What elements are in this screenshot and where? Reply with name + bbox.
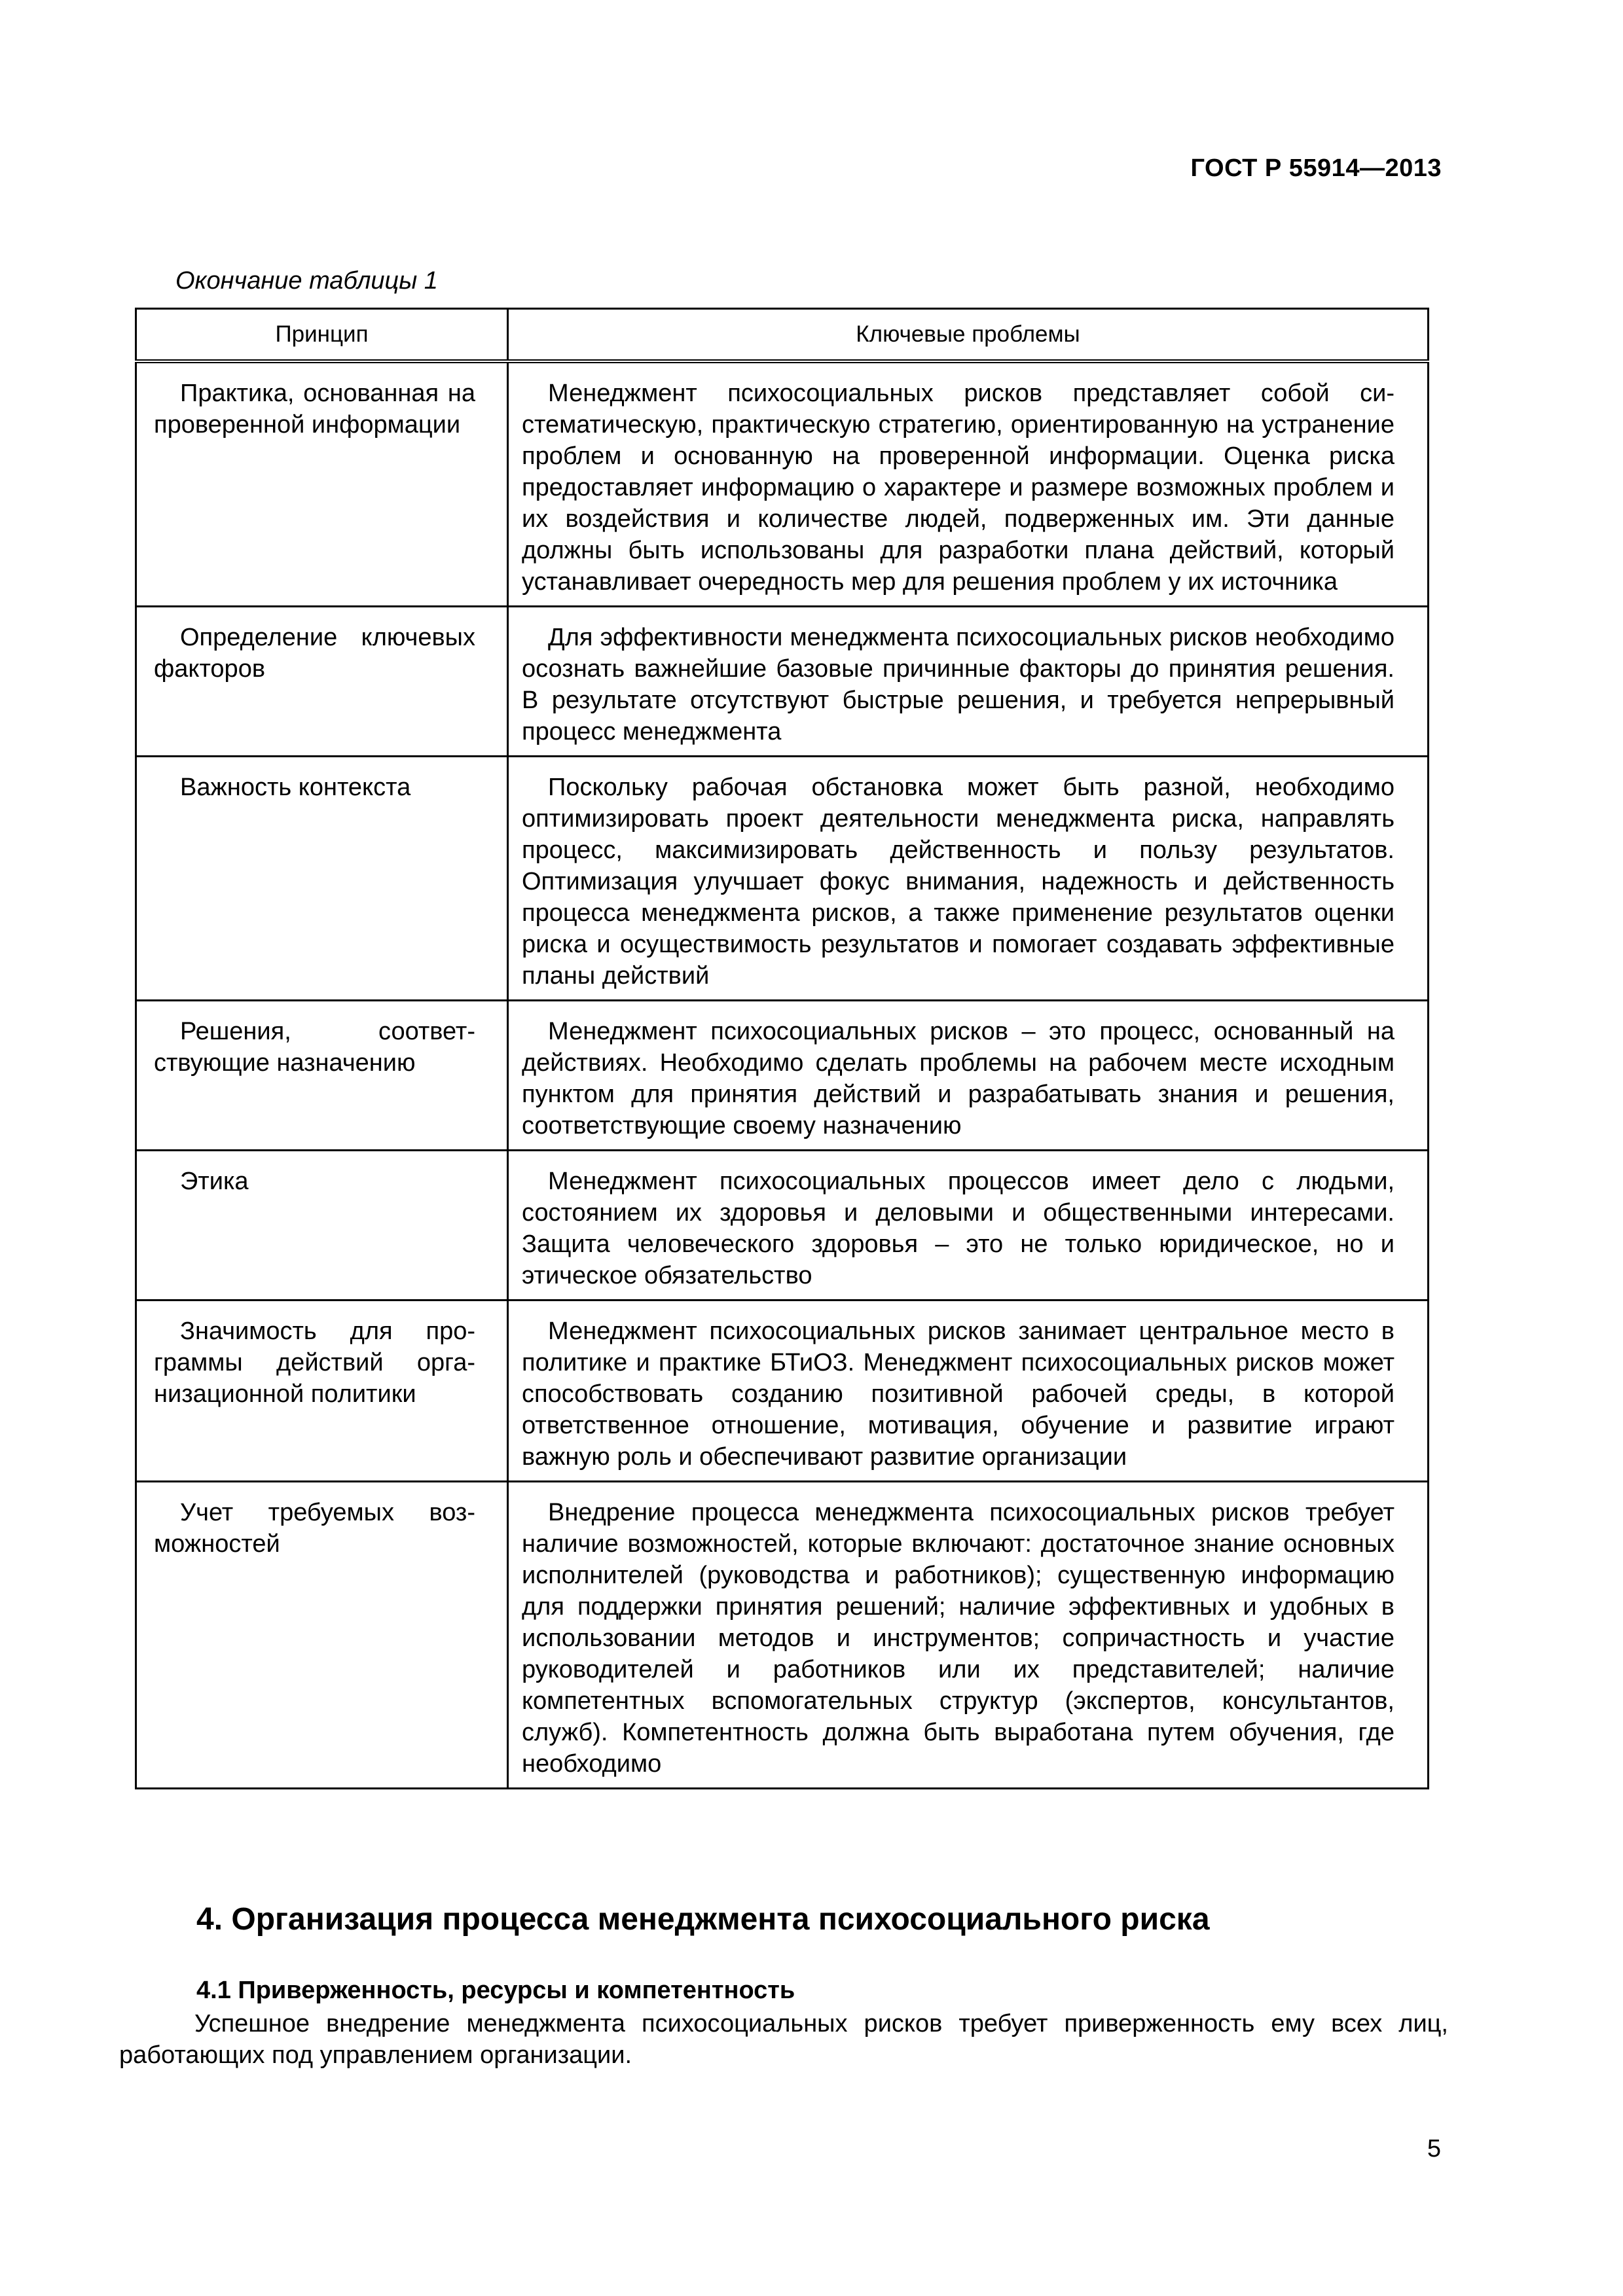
principle-cell: Этика xyxy=(136,1151,508,1300)
column-header-key-issues: Ключевые проблемы xyxy=(508,309,1429,362)
page-number: 5 xyxy=(1427,2135,1441,2162)
table-row xyxy=(136,607,1429,757)
principle-cell: Решения, соответствующие назначению xyxy=(136,1001,508,1151)
issues-cell: Менеджмент психосоциальных рисков представляет собой систематическую, практическую стратегию, ориентированную на устранение проблем и основанную на проверенной информации. Оценка риска предоставляет информацию о характере и размере возможных проблем и их воздействия и количестве людей, подверженных им. Эти данные должны быть использованы для разработки плана действий, который устанавливает очередность мер для решения проблем у их источника xyxy=(508,361,1429,607)
issues-cell: Менеджмент психосоциальных процессов имеет дело с людьми, состоянием их здоровья и деловыми и общественными интересами. Защита человеческого здоровья – это не только юридическое, но и этическое обязательство xyxy=(508,1151,1429,1300)
document-designation: ГОСТ Р 55914—2013 xyxy=(1190,154,1442,182)
section-heading: 4. Организация процесса менеджмента психосоциального риска xyxy=(196,1902,1210,1937)
issues-cell: Менеджмент психосоциальных рисков – это процесс, основанный на действиях. Необходимо сделать проблемы на рабочем месте исходным пунктом для принятия действий и разрабатывать знания и решения, соответствующие своему назначению xyxy=(508,1001,1429,1151)
principle-cell: Определение ключевых факторов xyxy=(136,607,508,757)
principles-table xyxy=(135,308,1429,1789)
principle-cell: Учет требуемых возможностей xyxy=(136,1482,508,1789)
body-paragraph: Успешное внедрение менеджмента психосоциальных рисков требует приверженность ему всех лиц, работающих под управлением организации. xyxy=(119,2010,1448,2069)
principle-cell: Важность контекста xyxy=(136,757,508,1001)
issues-cell: Для эффективности менеджмента психосоциальных рисков необходимо осознать важнейшие базовые причинные факторы до принятия решения. В результате отсутствуют быстрые решения, и требуется непрерывный процесс менеджмента xyxy=(508,607,1429,757)
table-row xyxy=(136,1001,1429,1151)
table-header-row xyxy=(136,309,1429,362)
issues-cell: Внедрение процесса менеджмента психосоциальных рисков требует наличие возможностей, которые включают: достаточное знание основных исполнителей (руководства и работников); существенную информацию для поддержки принятия решений; наличие эффективных и удобных в использовании методов и инструментов; сопричастность и участие руководителей и работников или их представителей; наличие компетентных вспомогательных структур (экспертов, консультантов, служб). Компетентность должна быть выработана путем обучения, где необходимо xyxy=(508,1482,1429,1789)
table-row xyxy=(136,757,1429,1001)
issues-cell: Поскольку рабочая обстановка может быть разной, необходимо оптимизировать проект деятельности менеджмента риска, направлять процесс, максимизировать действенность и пользу результатов. Оптимизация улучшает фокус внимания, надежность и действенность процесса менеджмента рисков, а также применение результатов оценки риска и осуществимость результатов и помогает создавать эффективные планы действий xyxy=(508,757,1429,1001)
column-header-principle: Принцип xyxy=(136,309,508,362)
table-row xyxy=(136,361,1429,607)
issues-cell: Менеджмент психосоциальных рисков занимает центральное место в политике и практике БТиОЗ. Менеджмент психосоциальных рисков может способствовать созданию позитивной рабочей среды, в которой ответственное отношение, мотивация, обучение и развитие играют важную роль и обеспечивают развитие организации xyxy=(508,1300,1429,1482)
table-row xyxy=(136,1151,1429,1300)
table-row xyxy=(136,1482,1429,1789)
principle-cell: Практика, основанная на проверенной информации xyxy=(136,361,508,607)
table-caption: Окончание таблицы 1 xyxy=(175,267,438,295)
table-row xyxy=(136,1300,1429,1482)
principle-cell: Значимость для программы действий организационной политики xyxy=(136,1300,508,1482)
subsection-heading: 4.1 Приверженность, ресурсы и компетентность xyxy=(196,1977,795,2004)
